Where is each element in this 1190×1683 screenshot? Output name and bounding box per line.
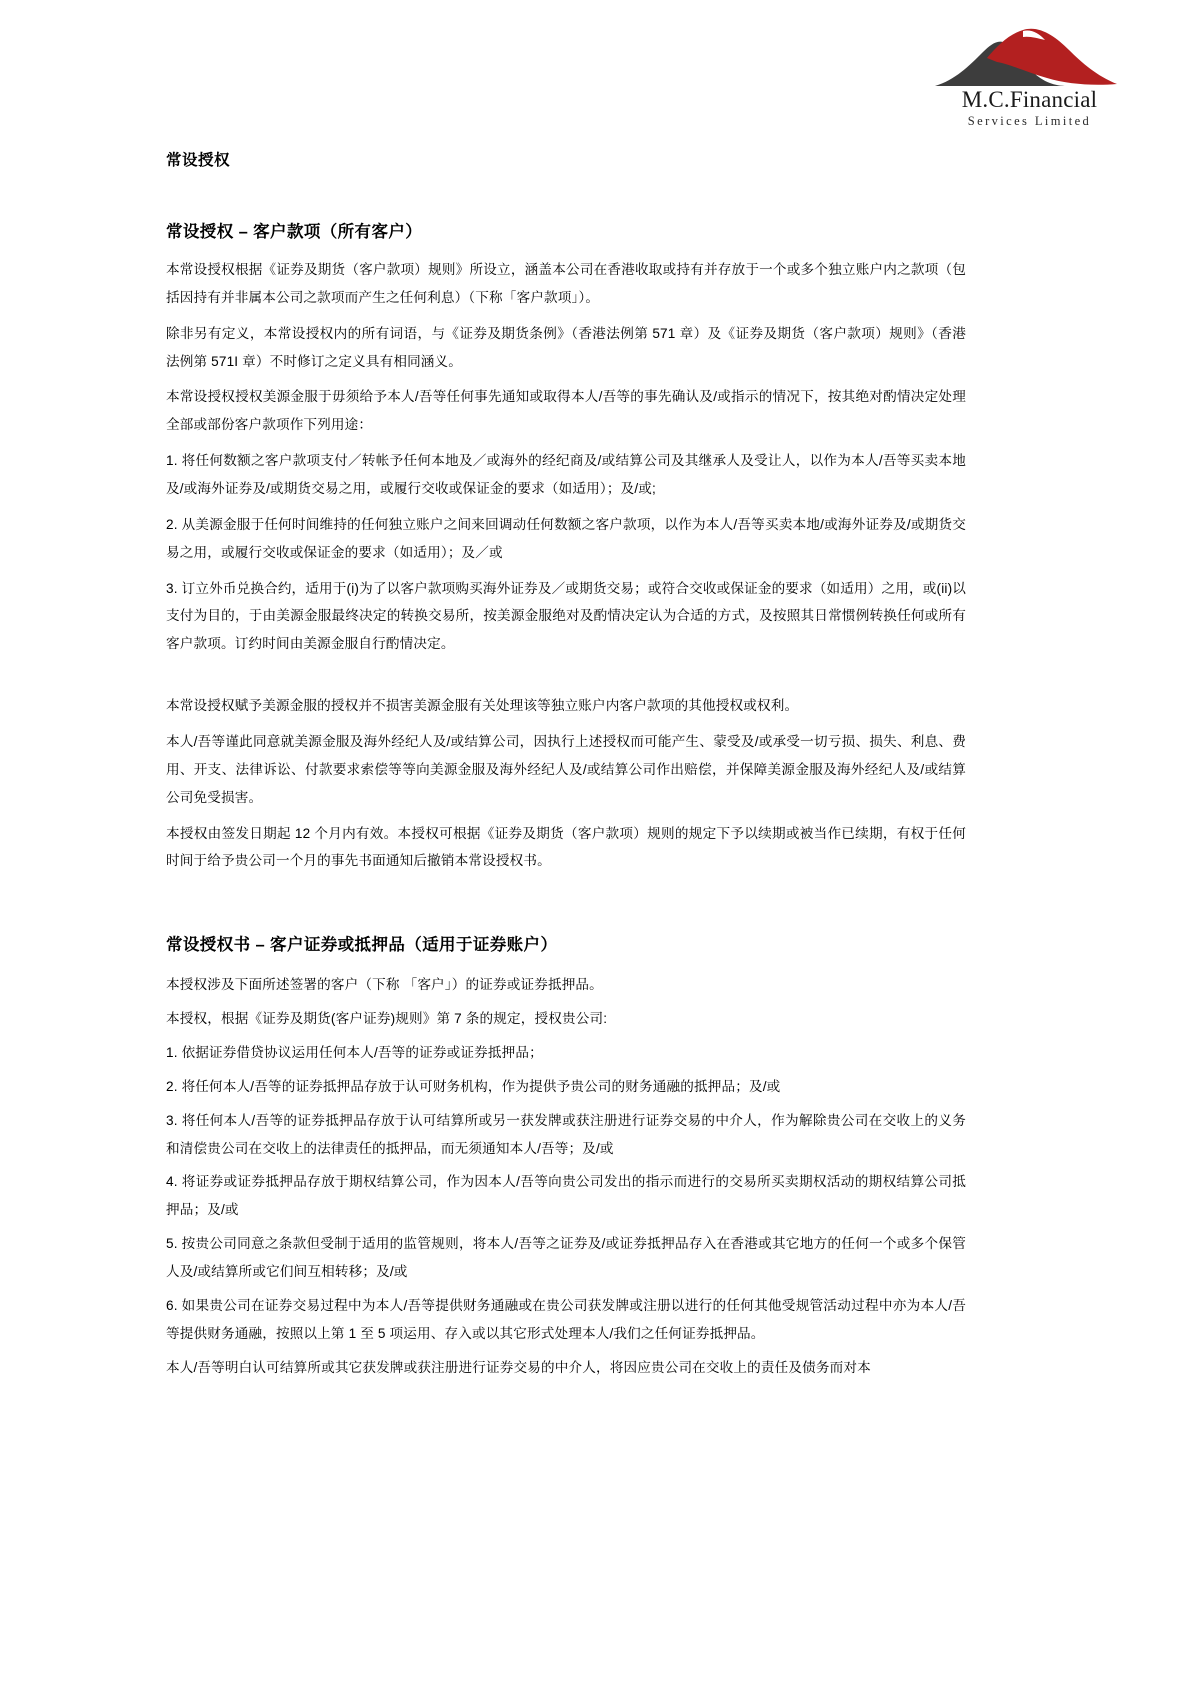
section-client-funds <box>166 218 966 875</box>
page-title: 常设授权 <box>166 152 231 169</box>
list-item: 5. 按贵公司同意之条款但受制于适用的监管规则，将本人/吾等之证券及/或证券抵押品存入在香港或其它地方的任何一个或多个保管人及/或结算所或它们间互相转移；及/或 <box>166 1236 966 1280</box>
list-item: 1. 将任何数额之客户款项支付／转帐予任何本地及／或海外的经纪商及/或结算公司及其继承人及受让人，以作为本人/吾等买卖本地及/或海外证券及/或期货交易之用，或履行交收或保证金的要求（如适用）；及/或; <box>166 453 966 497</box>
logo-wordmark <box>927 88 1132 129</box>
paragraph: 本授权由签发日期起 12 个月内有效。本授权可根据《证券及期货（客户款项）规则的规定下予以续期或被当作已续期，有权于任何时间于给予贵公司一个月的事先书面通知后撤销本常设授权书。 <box>166 825 966 869</box>
list-item: 2. 将任何本人/吾等的证券抵押品存放于认可财务机构，作为提供予贵公司的财务通融的抵押品；及/或 <box>166 1078 781 1094</box>
section-heading-client-securities: 常设授权书 – 客户证券或抵押品（适用于证券账户） <box>166 936 558 955</box>
list-item: 1. 依据证券借贷协议运用任何本人/吾等的证券或证券抵押品； <box>166 1045 543 1061</box>
paragraph: 本常设授权授权美源金服于毋须给予本人/吾等任何事先通知或取得本人/吾等的事先确认及/或指示的情况下，按其绝对酌情决定处理全部或部份客户款项作下列用途： <box>166 389 966 433</box>
section-client-securities <box>166 931 966 1381</box>
company-logo <box>927 22 1132 129</box>
list-item: 6. 如果贵公司在证券交易过程中为本人/吾等提供财务通融或在贵公司获发牌或注册以进行的任何其他受规管活动过程中亦为本人/吾等提供财务通融，按照以上第 1 至 5 项运用、存入或以其它形式处理本人/我们之任何证券抵押品。 <box>166 1297 966 1341</box>
logo-brand-subtitle: Services Limited <box>967 114 1092 129</box>
paragraph: 除非另有定义，本常设授权内的所有词语，与《证券及期货条例》（香港法例第 571 章）及《证券及期货（客户款项）规则》（香港法例第 571I 章）不时修订之定义具有相同涵义。 <box>166 325 966 369</box>
paragraph: 本常设授权赋予美源金服的授权并不损害美源金服有关处理该等独立账户内客户款项的其他授权或权利。 <box>166 698 799 714</box>
paragraph: 本常设授权根据《证券及期货（客户款项）规则》所设立，涵盖本公司在香港收取或持有并存放于一个或多个独立账户内之款项（包括因持有并非属本公司之款项而产生之任何利息）（下称「客户款项」）。 <box>166 262 966 305</box>
logo-brand-name: M.C.Financial <box>961 87 1098 112</box>
document-content <box>166 148 966 1388</box>
list-item: 3. 将任何本人/吾等的证券抵押品存放于认可结算所或另一获发牌或获注册进行证券交易的中介人，作为解除贵公司在交收上的义务和清偿贵公司在交收上的法律责任的抵押品，而无须通知本人/吾等；及/或 <box>166 1112 966 1156</box>
paragraph: 本人/吾等谨此同意就美源金服及海外经纪人及/或结算公司，因执行上述授权而可能产生、蒙受及/或承受一切亏损、损失、利息、费用、开支、法律诉讼、付款要求索偿等等向美源金服及海外经纪人及/或结算公司作出赔偿，并保障美源金服及海外经纪人及/或结算公司免受损害。 <box>166 734 966 805</box>
paragraph: 本授权涉及下面所述签署的客户（下称 「客户」）的证券或证券抵押品。 <box>166 977 603 993</box>
list-item: 3. 订立外币兑换合约，适用于(i)为了以客户款项购买海外证券及／或期货交易；或符合交收或保证金的要求（如适用）之用，或(ii)以支付为目的，于由美源金服最终决定的转换交易所，按美源金服绝对及酌情决定认为合适的方式，及按照其日常惯例转换任何或所有客户款项。订约时间由美源金服自行酌情决定。 <box>166 580 966 652</box>
list-item: 2. 从美源金服于任何时间维持的任何独立账户之间来回调动任何数额之客户款项，以作为本人/吾等买卖本地/或海外证券及/或期货交易之用，或履行交收或保证金的要求（如适用）；及／或 <box>166 516 966 560</box>
paragraph-spacer <box>166 666 966 692</box>
paragraph: 本人/吾等明白认可结算所或其它获发牌或获注册进行证券交易的中介人，将因应贵公司在交收上的责任及债务而对本 <box>166 1359 871 1375</box>
list-item: 4. 将证券或证券抵押品存放于期权结算公司，作为因本人/吾等向贵公司发出的指示而进行的交易所买卖期权活动的期权结算公司抵押品；及/或 <box>166 1174 966 1218</box>
mountain-logo-icon <box>927 22 1132 90</box>
section-heading-client-funds: 常设授权 – 客户款项（所有客户） <box>166 223 423 241</box>
paragraph: 本授权，根据《证券及期货(客户证券)规则》第 7 条的规定，授权贵公司: <box>166 1011 608 1027</box>
